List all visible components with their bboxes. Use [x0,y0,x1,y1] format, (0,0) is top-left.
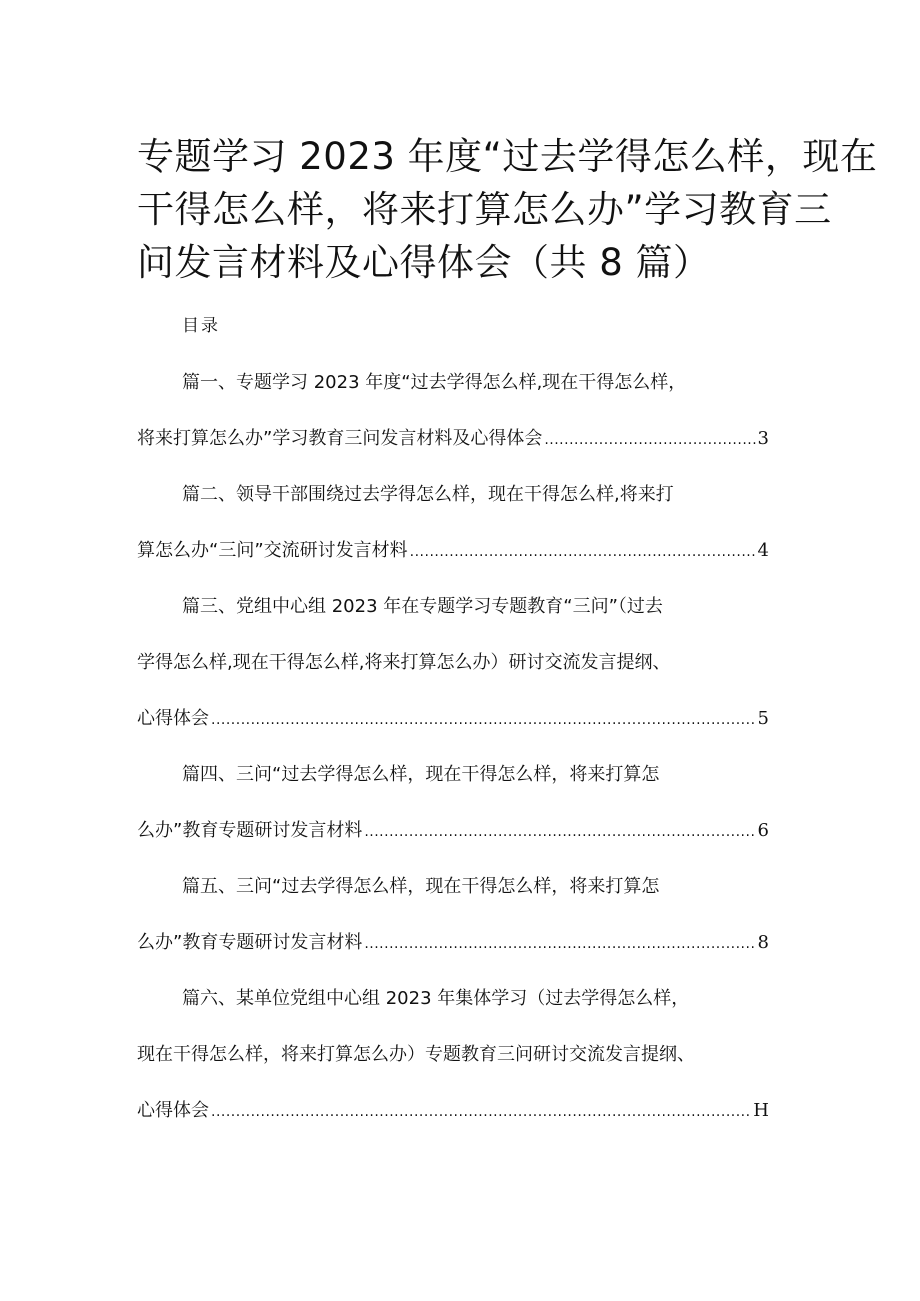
toc-entry-text: 心得体会 [137,708,209,729]
dot-leader [544,411,755,467]
title-line: 问发言材料及心得体会（共 8 篇） [137,241,711,284]
toc-entry-text: 篇一、专题学习 2023 年度“过去学得怎么样,现在干得怎么样， [182,372,687,393]
toc-entry-last-line [137,411,769,467]
toc-entry-text: 篇六、某单位党组中心组 2023 年集体学习（过去学得怎么样， [182,988,690,1009]
toc-page-number: 5 [757,708,769,729]
toc-entry-last-line [137,915,769,971]
dot-leader [364,803,755,859]
toc-entry[interactable] [137,579,769,747]
title-line: 专题学习 2023 年度“过去学得怎么样，现在 [137,135,878,178]
toc-page-number: 4 [757,540,769,561]
toc-entry-text: 将来打算怎么办”学习教育三问发言材料及心得体会 [137,428,543,449]
toc-entry-text: 学得怎么样,现在干得怎么样,将来打算怎么办）研讨交流发言提纲、 [137,652,671,673]
dot-leader [211,1083,751,1139]
toc-entry-text: 心得体会 [137,1100,209,1121]
dot-leader [211,691,756,747]
toc-page-number: 3 [757,428,769,449]
dot-leader [410,523,756,579]
toc-heading: 目录 [182,316,220,336]
toc-entry[interactable] [137,859,769,971]
toc-entry-text: 篇二、领导干部围绕过去学得怎么样，现在干得怎么样,将来打 [182,484,674,505]
toc-entry-last-line [137,1083,769,1139]
toc-page-number: 6 [757,820,769,841]
toc-entry-text: 篇四、三问“过去学得怎么样，现在干得怎么样，将来打算怎 [182,764,660,785]
toc-entry[interactable] [137,467,769,579]
toc-entry-text: 篇三、党组中心组 2023 年在专题学习专题教育“三问”（过去 [182,596,663,617]
toc-entry-text: 么办”教育专题研讨发言材料 [137,932,363,953]
toc-entry[interactable] [137,971,769,1139]
toc-page-number: 8 [757,932,769,953]
toc-entry-last-line [137,523,769,579]
toc-entry-last-line [137,691,769,747]
toc-entry-text: 现在干得怎么样，将来打算怎么办）专题教育三问研讨交流发言提纲、 [137,1044,695,1065]
toc-entry-text: 么办”教育专题研讨发言材料 [137,820,363,841]
toc-entry-text: 算怎么办“三问”交流研讨发言材料 [137,540,408,561]
table-of-contents [137,355,769,1139]
toc-entry[interactable] [137,747,769,859]
toc-entry-last-line [137,803,769,859]
toc-entry[interactable] [137,355,769,467]
title-line: 干得怎么样，将来打算怎么办”学习教育三 [137,188,832,231]
dot-leader [364,915,755,971]
document-title [137,130,878,289]
toc-entry-text: 篇五、三问“过去学得怎么样，现在干得怎么样，将来打算怎 [182,876,660,897]
toc-page-number: H [753,1100,769,1121]
